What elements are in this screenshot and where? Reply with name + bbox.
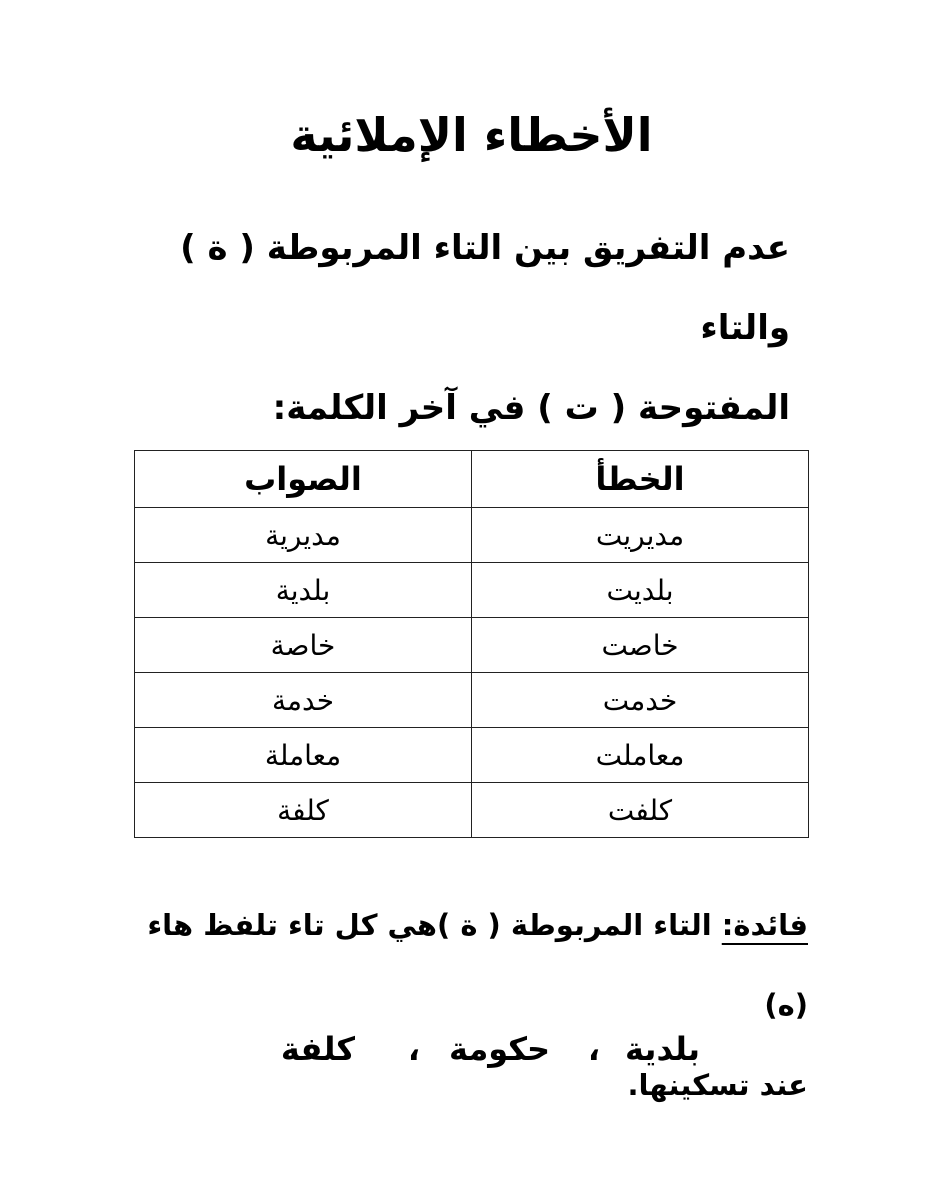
cell-correct: خاصة [135,618,472,673]
cell-correct: معاملة [135,728,472,783]
cell-wrong: معاملت [472,728,809,783]
header-wrong: الخطأ [472,451,809,508]
cell-wrong: خاصت [472,618,809,673]
table-row [135,728,809,783]
table-row [135,563,809,618]
page-title: الأخطاء الإملائية [290,108,653,162]
table-row [135,783,809,838]
cell-wrong: كلفت [472,783,809,838]
table-row [135,508,809,563]
example-word: حكومة [449,1030,550,1068]
table-row [135,618,809,673]
tip-line-1 [120,885,808,1045]
lesson-subtitle [150,208,790,448]
example-separator: ، [407,1030,420,1068]
examples-line [250,1030,700,1090]
comparison-table [134,450,809,838]
table-header-row [135,451,809,508]
example-word: بلدية [625,1030,700,1068]
cell-wrong: خدمت [472,673,809,728]
tip-text: التاء المربوطة ( ة )هي كل تاء تلفظ هاء (ه) [147,908,808,1022]
cell-wrong: مديريت [472,508,809,563]
cell-correct: كلفة [135,783,472,838]
header-correct: الصواب [135,451,472,508]
cell-correct: مديرية [135,508,472,563]
subtitle-line-1: عدم التفريق بين التاء المربوطة ( ة ) والتاء [180,228,790,348]
cell-correct: بلدية [135,563,472,618]
subtitle-line-2: المفتوحة ( ت ) في آخر الكلمة: [272,388,790,428]
cell-wrong: بلديت [472,563,809,618]
example-word: كلفة [280,1030,355,1068]
tip-label: فائدة: [721,908,808,942]
example-separator: ، [587,1030,600,1068]
tip-line-2: عند تسكينها. [627,1068,808,1102]
cell-correct: خدمة [135,673,472,728]
table-row [135,673,809,728]
